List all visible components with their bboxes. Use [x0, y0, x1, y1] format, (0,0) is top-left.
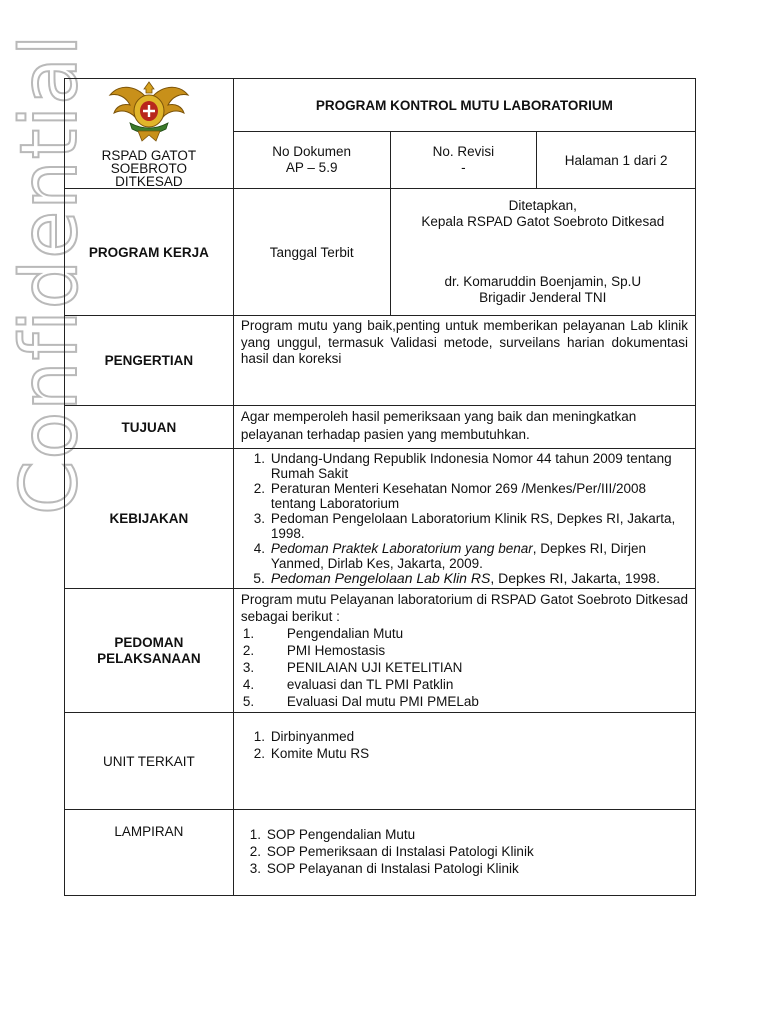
lampiran-label: LAMPIRAN [65, 810, 234, 896]
kebijakan-item-title: Pedoman Praktek Laboratorium yang benar [270, 541, 533, 556]
unit-terkait-item: 1. Dirbinyanmed [269, 728, 688, 745]
pedoman-item [241, 642, 688, 659]
signatory-rank: Brigadir Jenderal TNI [479, 290, 607, 305]
hospital-emblem-icon [108, 81, 190, 143]
pedoman-list [241, 625, 688, 710]
signatory-name: dr. Komaruddin Boenjamin, Sp.U [444, 274, 642, 289]
page-number: Halaman 1 dari 2 [537, 132, 696, 189]
pedoman-label-line2: PELAKSANAAN [97, 650, 201, 666]
kepala-text: Kepala RSPAD Gatot Soebroto Ditkesad [421, 214, 665, 229]
doc-number-value: AP – 5.9 [285, 160, 338, 176]
kebijakan-item [269, 541, 688, 571]
revision-label: No. Revisi [432, 144, 495, 160]
doc-number-cell [233, 132, 390, 189]
page-title: PROGRAM KONTROL MUTU LABORATORIUM [233, 79, 695, 132]
pedoman-item-num: 1. [242, 626, 255, 641]
tanggal-terbit: Tanggal Terbit [233, 189, 390, 316]
lampiran-cell [233, 810, 695, 896]
pedoman-item-num: 2. [242, 643, 255, 658]
revision-cell [390, 132, 537, 189]
lampiran-item: 3. SOP Pelayanan di Instalasi Patologi Klinik [265, 860, 688, 877]
document-table [64, 78, 696, 896]
org-name: RSPAD GATOT SOEBROTO [101, 148, 197, 176]
ditetapkan-text: Ditetapkan, [508, 198, 577, 213]
program-kerja-label: PROGRAM KERJA [65, 189, 234, 316]
pedoman-item-num: 3. [242, 660, 255, 675]
org-unit: DITKESAD [115, 174, 183, 189]
pedoman-item-num: 5. [242, 694, 255, 709]
pengertian-text: Program mutu yang baik,penting untuk memberikan pelayanan Lab klinik yang unggul, termasuk Validasi metode, surveilans harian dokumentasi hasil dan koreksi [233, 316, 695, 406]
kebijakan-item-detail: , Depkes RI, Dirjen Yanmed, Dirlab Kes, Jakarta, 2009. [270, 541, 647, 571]
tujuan-label: TUJUAN [65, 406, 234, 449]
kebijakan-list-cell [233, 449, 695, 589]
kebijakan-item [269, 571, 688, 586]
unit-terkait-list [241, 728, 688, 762]
pedoman-item-num: 4. [242, 677, 255, 692]
unit-terkait-item: 2. Komite Mutu RS [269, 745, 688, 762]
lampiran-list [241, 826, 688, 877]
lampiran-item: 2. SOP Pemeriksaan di Instalasi Patologi Klinik [265, 843, 688, 860]
pedoman-item [241, 693, 688, 710]
pedoman-item [241, 676, 688, 693]
kebijakan-label: KEBIJAKAN [65, 449, 234, 589]
unit-terkait-label: UNIT TERKAIT [65, 713, 234, 810]
pedoman-item-text: evaluasi dan TL PMI Patklin [286, 677, 454, 692]
pedoman-item [241, 625, 688, 642]
kebijakan-item-detail: , Depkes RI, Jakarta, 1998. [490, 570, 660, 586]
pedoman-item-text: PENILAIAN UJI KETELITIAN [286, 660, 463, 675]
revision-value: - [461, 160, 466, 176]
confidential-watermark: Confidential [5, 33, 95, 515]
lampiran-item: 1. SOP Pengendalian Mutu [265, 826, 688, 843]
pedoman-item-text: Evaluasi Dal mutu PMI PMELab [286, 694, 479, 709]
kebijakan-list [241, 451, 688, 586]
logo-cell [65, 79, 234, 189]
kebijakan-item: 1. Undang-Undang Republik Indonesia Nomor 44 tahun 2009 tentang Rumah Sakit [269, 451, 688, 481]
pedoman-label [65, 589, 234, 713]
pedoman-label-line1: PEDOMAN [114, 634, 184, 650]
approval-cell [390, 189, 695, 316]
pedoman-item-text: PMI Hemostasis [286, 643, 386, 658]
tujuan-text: Agar memperoleh hasil pemeriksaan yang baik dan meningkatkan pelayanan terhadap pasien yang membutuhkan. [233, 406, 695, 449]
pedoman-item-text: Pengendalian Mutu [286, 626, 404, 641]
kebijakan-item-title: Pedoman Pengelolaan Lab Klin RS [270, 570, 491, 586]
unit-terkait-cell [233, 713, 695, 810]
kebijakan-item: 2. Peraturan Menteri Kesehatan Nomor 269 /Menkes/Per/III/2008 tentang Laboratorium [269, 481, 688, 511]
pedoman-item [241, 659, 688, 676]
kebijakan-item: 3. Pedoman Pengelolaan Laboratorium Klinik RS, Depkes RI, Jakarta, 1998. [269, 511, 688, 541]
pedoman-cell [233, 589, 695, 713]
doc-number-label: No Dokumen [272, 144, 352, 160]
pedoman-intro: Program mutu Pelayanan laboratorium di RSPAD Gatot Soebroto Ditkesad sebagai berikut : [240, 592, 688, 624]
pengertian-label: PENGERTIAN [65, 316, 234, 406]
